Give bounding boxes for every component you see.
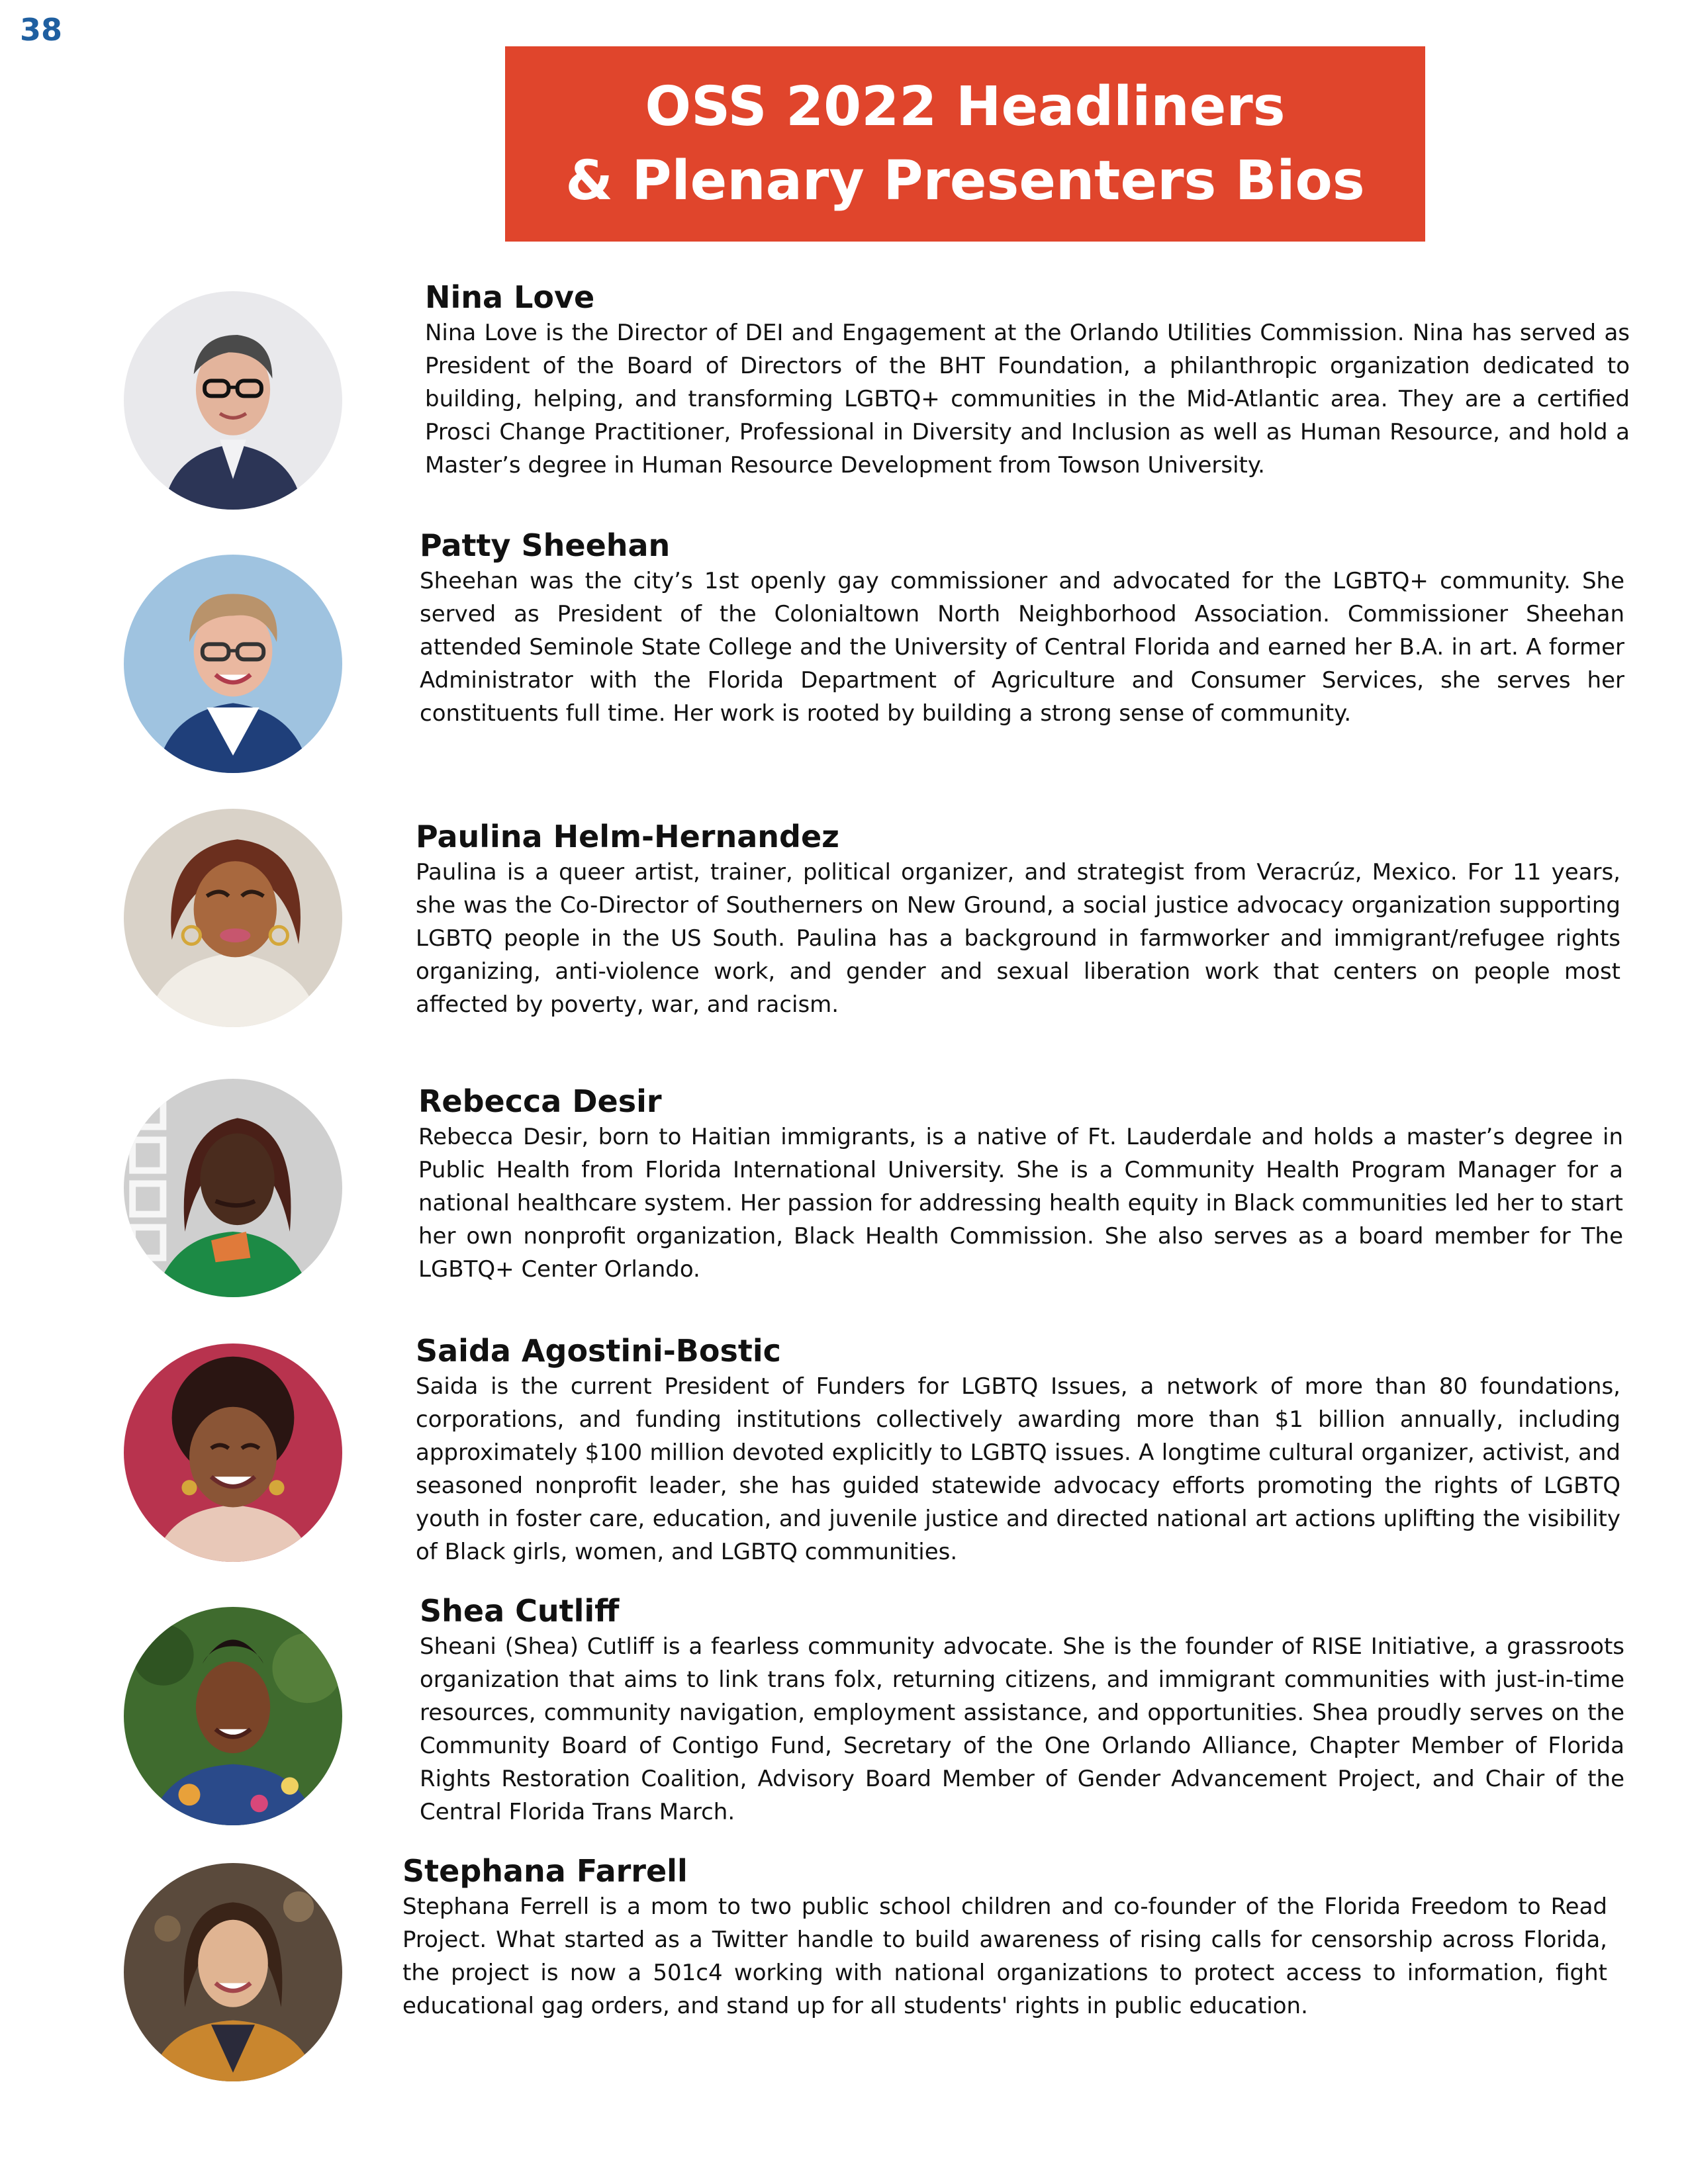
bio-text-block: [402, 1852, 1607, 2023]
presenter-name: Saida Agostini-Bostic: [416, 1333, 781, 1369]
portrait-photo: [124, 1607, 342, 1825]
page-number: 38: [20, 12, 63, 48]
portrait-image: [124, 1607, 342, 1825]
bio-text-block: [420, 1592, 1624, 1829]
portrait-image: [124, 555, 342, 773]
presenter-bio: Sheehan was the city’s 1st openly gay commissioner and advocated for the LGBTQ+ community. She served as President of the Colonialtown North Neighborhood Association. Commissioner Sheehan attended Seminole State College and the University of Central Florida and earned her B.A. in art. A former Administrator with the Florida Department of Agriculture and Consumer Services, she serves her constituents full time. Her work is rooted by building a strong sense of community.: [420, 568, 1624, 727]
presenter-bio: Rebecca Desir, born to Haitian immigrants, is a native of Ft. Lauderdale and holds a master’s degree in Public Health from Florida International University. She is a Community Health Program Manager for a national healthcare system. Her passion for addressing health equity in Black communities led her to start her own nonprofit organization, Black Health Commission. She also serves as a board member for The LGBTQ+ Center Orlando.: [418, 1124, 1623, 1283]
portrait-image: [124, 1863, 342, 2081]
presenter-bio: Saida is the current President of Funders for LGBTQ Issues, a network of more than 80 foundations, corporations, and funding institutions collectively awarding more than $1 billion annually, including approximately $100 million devoted explicitly to LGBTQ issues. A longtime cultural organizer, activist, and seasoned nonprofit leader, she has guided statewide advocacy efforts promoting the rights of LGBTQ youth in foster care, education, and juvenile justice and directed national art actions uplifting the visibility of Black girls, women, and LGBTQ communities.: [416, 1373, 1620, 1565]
presenter-name: Patty Sheehan: [420, 527, 671, 563]
bio-text-block: [416, 817, 1620, 1021]
page-title-line-1: OSS 2022 Headliners: [645, 75, 1286, 138]
portrait-image: [124, 291, 342, 510]
presenter-bio: Stephana Ferrell is a mom to two public school children and co-founder of the Florida Freedom to Read Project. What started as a Twitter handle to build awareness of rising calls for censorship across Florida, the project is now a 501c4 working with national organizations to protect access to information, fight educational gag orders, and stand up for all students' rights in public education.: [402, 1893, 1607, 2019]
portrait-photo: [124, 1079, 342, 1297]
presenter-name: Stephana Farrell: [402, 1853, 688, 1889]
page-title-line-2: & Plenary Presenters Bios: [565, 149, 1365, 212]
portrait-photo: [124, 1343, 342, 1562]
bio-text-block: [418, 1082, 1623, 1286]
presenter-name: Rebecca Desir: [418, 1083, 662, 1119]
presenter-name: Nina Love: [425, 279, 595, 315]
portrait-photo: [124, 809, 342, 1027]
portrait-image: [124, 1343, 342, 1562]
bio-text-block: [416, 1332, 1620, 1569]
portrait-photo: [124, 291, 342, 510]
bio-text-block: [425, 278, 1630, 482]
presenter-bio: Nina Love is the Director of DEI and Engagement at the Orlando Utilities Commission. Nina has served as President of the Board of Directors of the BHT Foundation, a philanthropic organization dedicated to building, helping, and transforming LGBTQ+ communities in the Mid-Atlantic area. They are a certified Prosci Change Practitioner, Professional in Diversity and Inclusion as well as Human Resource, and hold a Master’s degree in Human Resource Development from Towson University.: [425, 320, 1630, 478]
page-title-banner: [505, 46, 1425, 242]
presenter-name: Shea Cutliff: [420, 1593, 620, 1629]
presenter-bio: Paulina is a queer artist, trainer, political organizer, and strategist from Veracrúz, Mexico. For 11 years, she was the Co-Director of Southerners on New Ground, a social justice advocacy organization supporting LGBTQ people in the US South. Paulina has a background in farmworker and immigrant/refugee rights organizing, anti-violence work, and gender and sexual liberation work that centers on people most affected by poverty, war, and racism.: [416, 859, 1620, 1018]
portrait-photo: [124, 1863, 342, 2081]
portrait-image: [124, 1079, 342, 1297]
presenter-name: Paulina Helm-Hernandez: [416, 819, 839, 854]
portrait-image: [124, 809, 342, 1027]
bio-text-block: [420, 526, 1624, 730]
portrait-photo: [124, 555, 342, 773]
presenter-bio: Sheani (Shea) Cutliff is a fearless community advocate. She is the founder of RISE Initiative, a grassroots organization that aims to link trans folx, returning citizens, and immigrant communities with just-in-time resources, community navigation, employment assistance, and opportunities. Shea proudly serves on the Community Board of Contigo Fund, Secretary of the One Orlando Alliance, Chapter Member of Florida Rights Restoration Coalition, Advisory Board Member of Gender Advancement Project, and Chair of the Central Florida Trans March.: [420, 1633, 1624, 1825]
